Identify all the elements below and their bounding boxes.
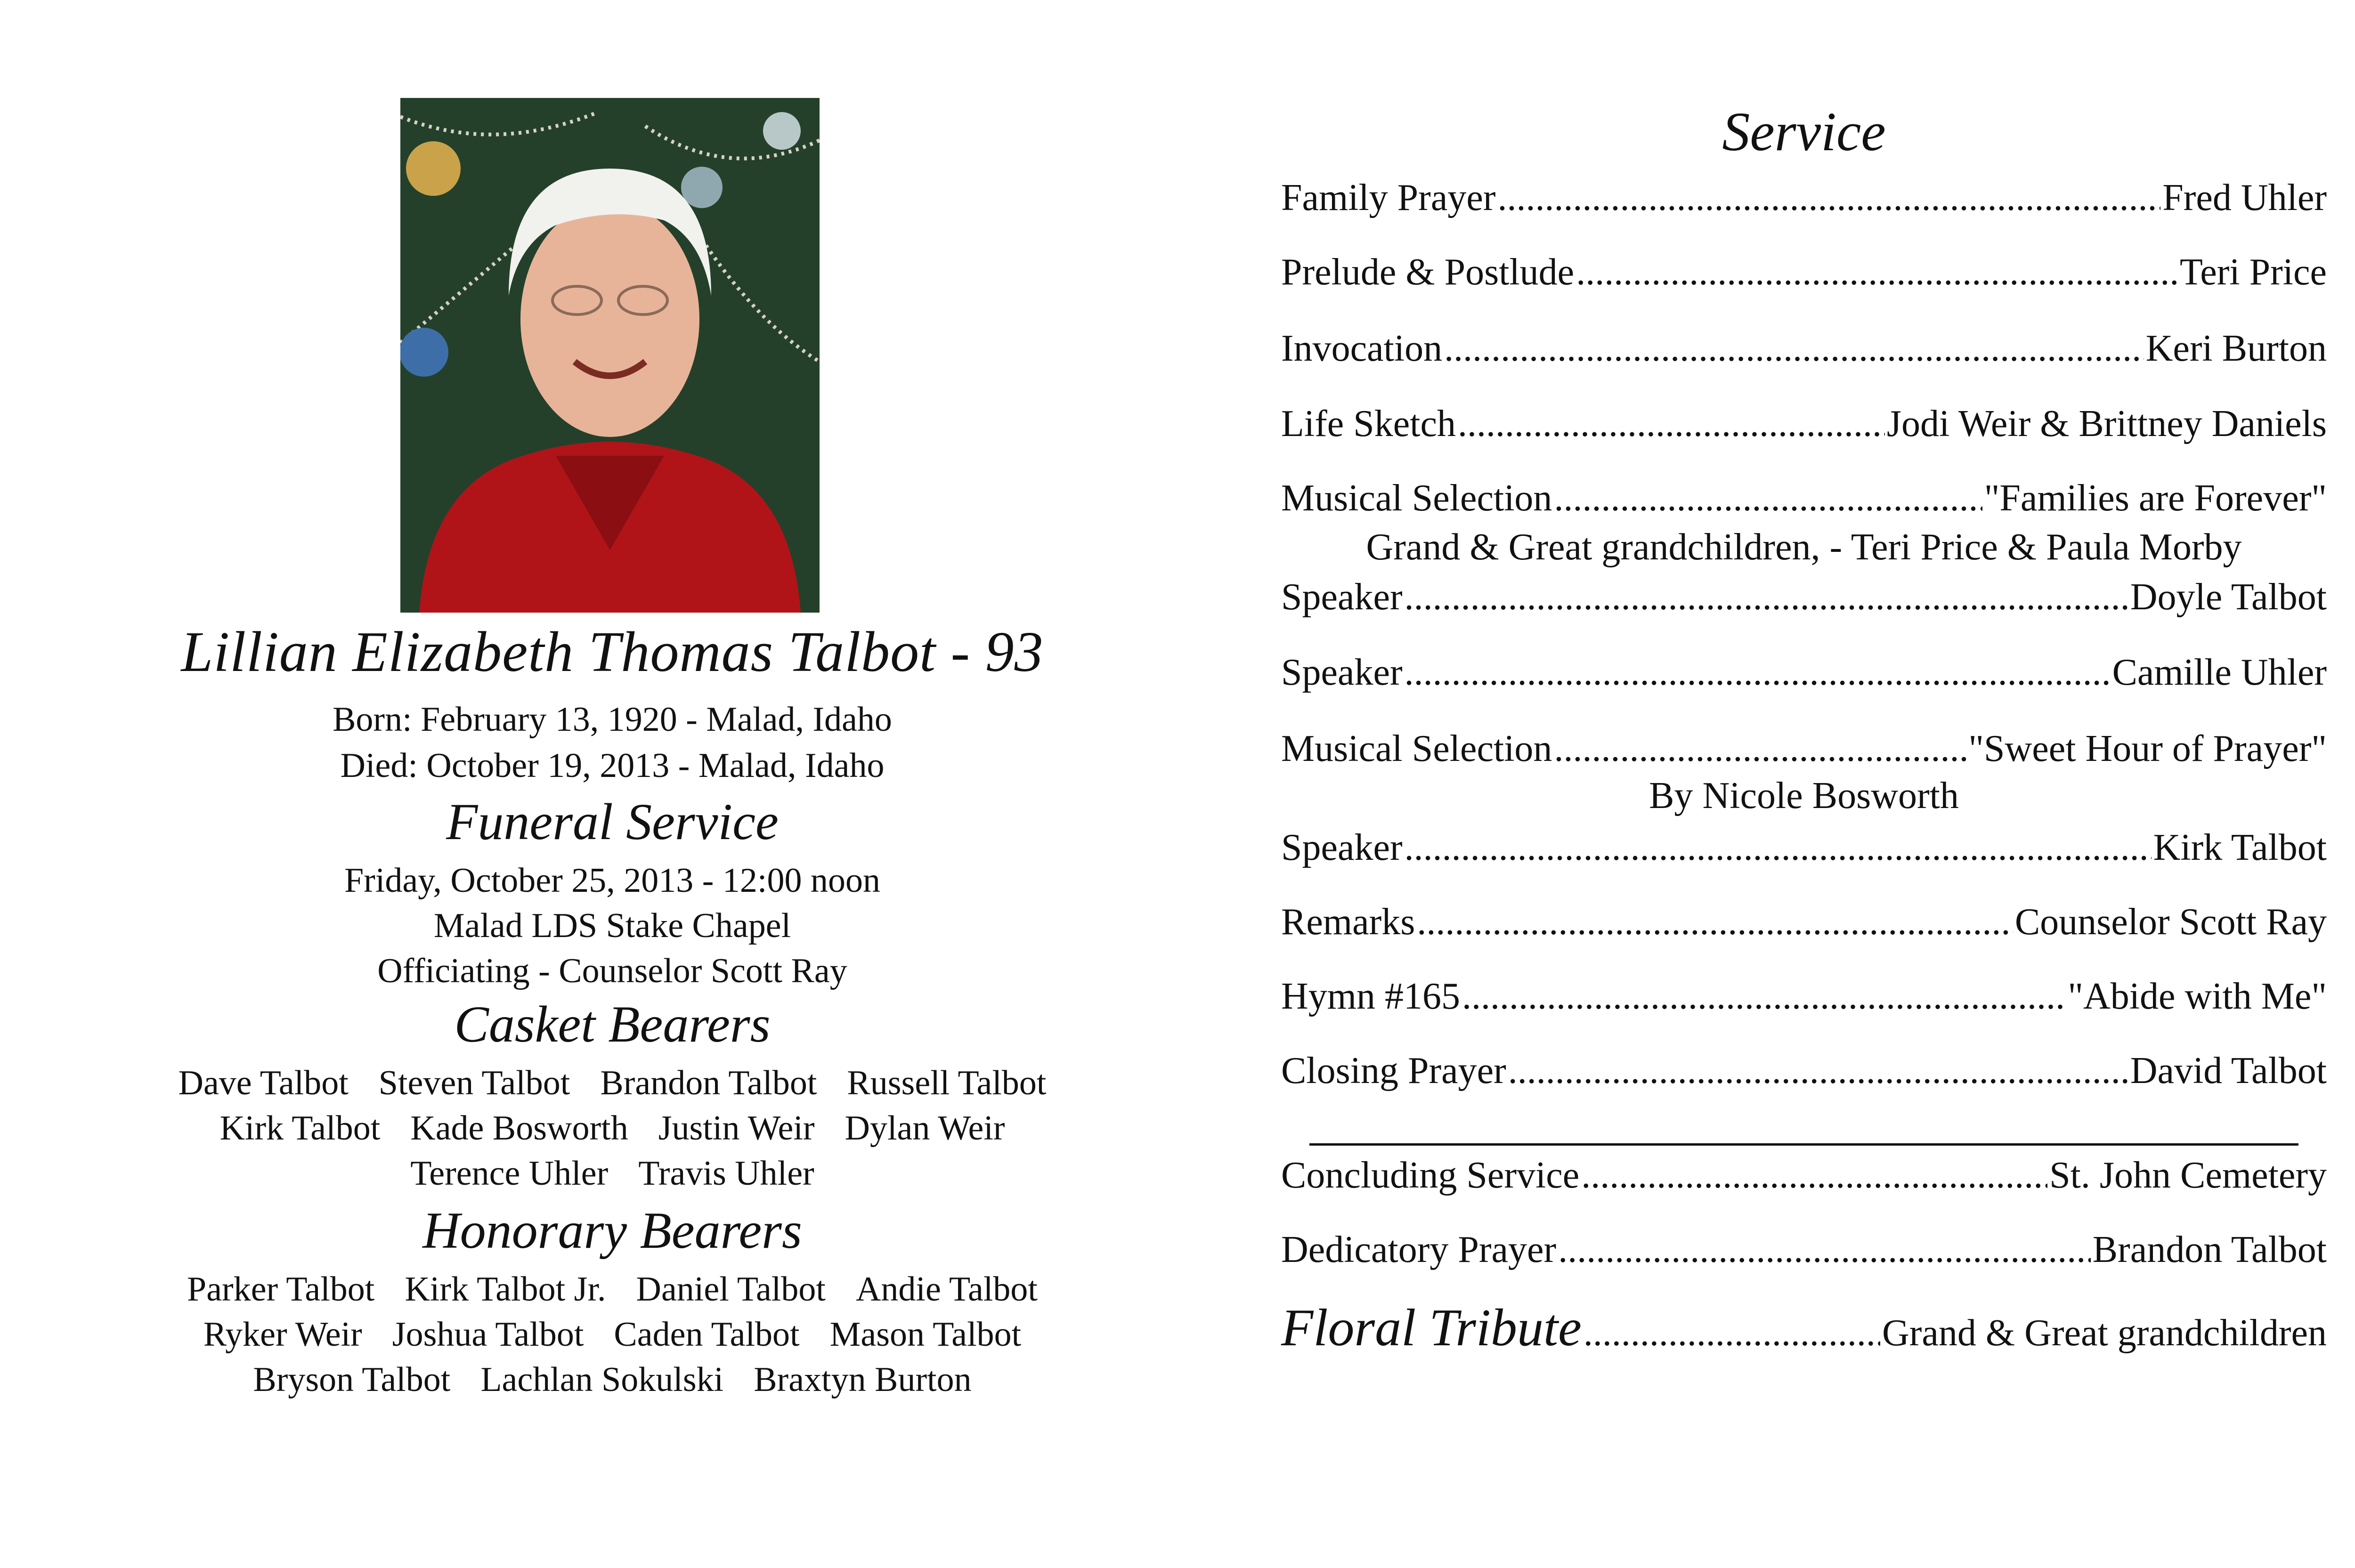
program-item-value: Kirk Talbot — [2153, 827, 2327, 868]
program-item-label: Dedicatory Prayer — [1281, 1229, 1557, 1270]
musical-selection-note: Grand & Great grandchildren, - Teri Price & Paula Morby — [1366, 526, 2242, 568]
program-item-value: "Abide with Me" — [2068, 976, 2327, 1017]
bearer-name: Brandon Talbot — [600, 1064, 817, 1102]
bearer-name: Terence Uhler — [410, 1154, 609, 1193]
program-item-label: Hymn #165 — [1281, 976, 1460, 1017]
bearer-name: Kirk Talbot — [219, 1109, 381, 1148]
bearer-name: Ryker Weir — [203, 1315, 362, 1354]
program-item-label: Closing Prayer — [1281, 1050, 1506, 1091]
funeral-service-heading: Funeral Service — [446, 793, 779, 850]
program-item-label: Musical Selection — [1281, 477, 1552, 519]
program-item-label: Speaker — [1281, 827, 1403, 868]
program-item — [1281, 1152, 2327, 1199]
casket-bearers-row — [94, 1060, 1130, 1106]
program-item-value: Counselor Scott Ray — [2014, 901, 2327, 943]
program-item-value: St. John Cemetery — [2049, 1155, 2327, 1196]
program-item — [1281, 249, 2327, 296]
bearer-name: Steven Talbot — [378, 1064, 570, 1102]
bearer-name: Justin Weir — [658, 1109, 815, 1148]
program-item-value: "Sweet Hour of Prayer" — [1968, 728, 2327, 769]
program-item — [1281, 1047, 2327, 1094]
casket-bearers-heading: Casket Bearers — [454, 995, 771, 1053]
program-item — [1281, 1226, 2327, 1273]
bearer-name: Daniel Talbot — [636, 1270, 826, 1309]
service-title: Service — [1722, 101, 1886, 162]
casket-bearers-row — [94, 1106, 1130, 1151]
program-item-value: Grand & Great grandchildren — [1882, 1312, 2327, 1354]
program-item-label: Speaker — [1281, 576, 1403, 618]
program-item-label: Prelude & Postlude — [1281, 251, 1575, 293]
program-item — [1281, 400, 2327, 447]
funeral-place: Malad LDS Stake Chapel — [433, 906, 791, 945]
program-item-value: "Families are Forever" — [1984, 477, 2327, 519]
program-item-value: David Talbot — [2130, 1050, 2327, 1091]
bearer-name: Kade Bosworth — [410, 1109, 628, 1148]
program-item-label: Remarks — [1281, 901, 1415, 943]
service-program — [1272, 0, 2336, 1568]
officiating: Officiating - Counselor Scott Ray — [377, 952, 847, 990]
bearer-name: Joshua Talbot — [392, 1315, 584, 1354]
honorary-bearers-row — [94, 1267, 1130, 1312]
deceased-name: Lillian Elizabeth Thomas Talbot - 93 — [181, 620, 1044, 684]
program-item-label: Speaker — [1281, 652, 1403, 693]
program-item-value: Doyle Talbot — [2130, 576, 2327, 618]
funeral-date: Friday, October 25, 2013 - 12:00 noon — [344, 861, 880, 900]
bearer-name: Braxtyn Burton — [754, 1360, 972, 1399]
death-info: Died: October 19, 2013 - Malad, Idaho — [340, 746, 885, 785]
portrait-illustration — [400, 98, 820, 613]
program-item-value: Camille Uhler — [2112, 652, 2327, 693]
honorary-bearers-row — [94, 1312, 1130, 1357]
program-item-value: Keri Burton — [2145, 328, 2327, 369]
bearer-name: Andie Talbot — [855, 1270, 1038, 1309]
musical-selection-note: By Nicole Bosworth — [1649, 775, 1959, 816]
program-item-value: Teri Price — [2179, 251, 2327, 293]
bearer-name: Parker Talbot — [187, 1270, 375, 1309]
portrait-photo — [400, 98, 820, 613]
bearer-name: Russell Talbot — [847, 1064, 1047, 1102]
bearer-name: Bryson Talbot — [253, 1360, 451, 1399]
program-item — [1281, 475, 2327, 522]
program-item-label: Floral Tribute — [1281, 1299, 1582, 1357]
section-divider — [1309, 1143, 2298, 1146]
program-item-label: Musical Selection — [1281, 728, 1552, 769]
program-item — [1281, 973, 2327, 1020]
program-item-label: Invocation — [1281, 328, 1443, 369]
honorary-bearers-row — [94, 1357, 1130, 1402]
program-item-value: Jodi Weir & Brittney Daniels — [1886, 403, 2327, 445]
birth-info: Born: February 13, 1920 - Malad, Idaho — [333, 700, 892, 739]
left-panel — [94, 0, 1130, 1568]
bearer-name: Travis Uhler — [638, 1154, 814, 1193]
program-item — [1281, 174, 2327, 221]
program-item-value: Fred Uhler — [2162, 177, 2327, 218]
program-item-label: Concluding Service — [1281, 1155, 1580, 1196]
program-item — [1281, 574, 2327, 621]
program-item — [1281, 824, 2327, 871]
bearer-name: Dave Talbot — [178, 1064, 349, 1102]
program-item-floral — [1281, 1299, 2327, 1357]
bearer-name: Dylan Weir — [845, 1109, 1005, 1148]
program-item — [1281, 898, 2327, 946]
program-item — [1281, 325, 2327, 372]
honorary-bearers-heading: Honorary Bearers — [422, 1202, 802, 1259]
program-item-label: Life Sketch — [1281, 403, 1456, 445]
program-item-label: Family Prayer — [1281, 177, 1496, 218]
casket-bearers-row — [94, 1151, 1130, 1196]
bearer-name: Mason Talbot — [829, 1315, 1022, 1354]
bearer-name: Kirk Talbot Jr. — [405, 1270, 606, 1309]
bearer-name: Caden Talbot — [614, 1315, 800, 1354]
program-item — [1281, 649, 2327, 696]
program-item — [1281, 725, 2327, 772]
program-item-value: Brandon Talbot — [2092, 1229, 2327, 1270]
bearer-name: Lachlan Sokulski — [480, 1360, 724, 1399]
